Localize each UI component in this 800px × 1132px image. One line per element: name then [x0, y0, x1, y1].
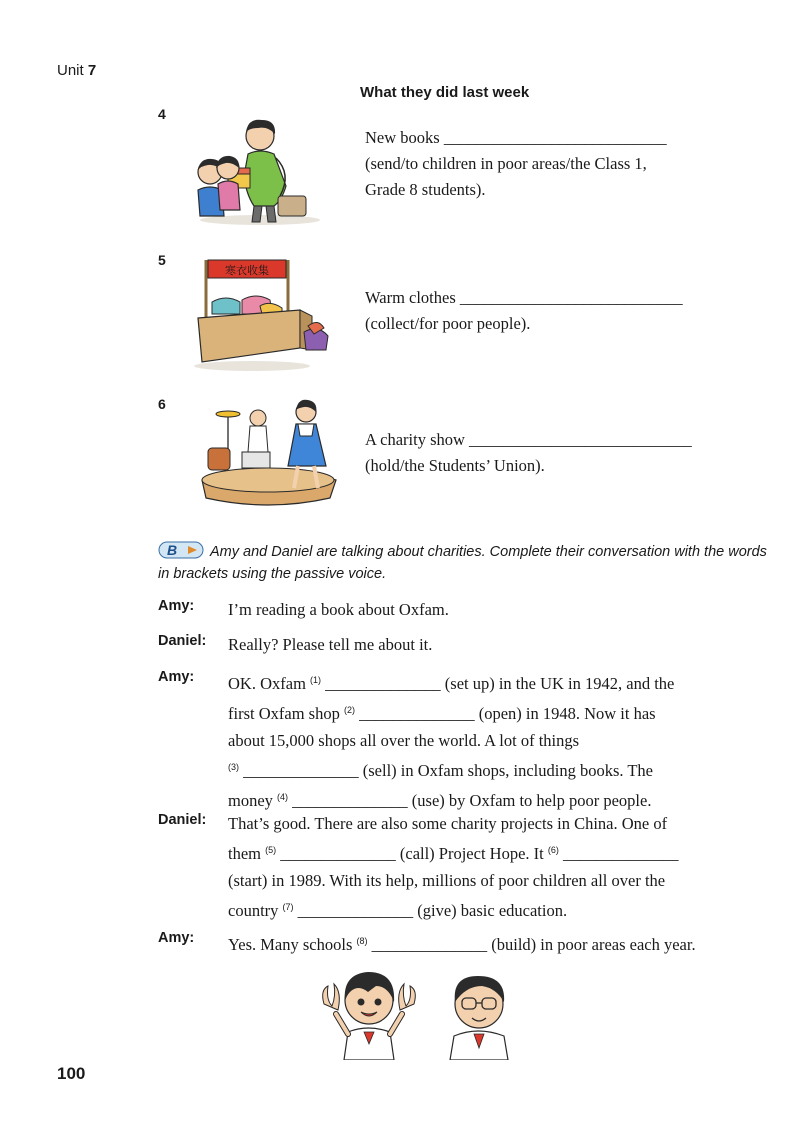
- unit-label: Unit: [57, 62, 84, 79]
- blank-number: (6): [547, 845, 559, 855]
- page-number: 100: [57, 1064, 86, 1083]
- amy-and-daniel-illustration: [318, 962, 528, 1060]
- item-4-line: Grade 8 students).: [365, 180, 486, 199]
- section-title: What they did last week: [360, 84, 530, 101]
- speaker-label: Daniel:: [158, 633, 207, 649]
- dialogue-line: them $^{(5)}$ ______________ (call) Project Hope. It $^{(6)}$ ______________: [228, 844, 679, 863]
- speaker-label: Amy:: [158, 598, 195, 614]
- dialogue-lines: [228, 596, 768, 623]
- speaker-label: Amy:: [158, 669, 195, 685]
- dialogue-line: $^{(3)}$ ______________ (sell) in Oxfam shops, including books. The: [228, 761, 653, 780]
- part-b-instruction: [158, 541, 768, 585]
- dialogue-line: (start) in 1989. With its help, millions of poor children all over the: [228, 871, 666, 890]
- speaker-label: Daniel:: [158, 812, 207, 828]
- speaker-label: Amy:: [158, 930, 195, 946]
- item-6-line: (hold/the Students’ Union).: [365, 456, 545, 475]
- dialogue-line: country $^{(7)}$ ______________ (give) basic education.: [228, 901, 568, 920]
- item-6-line: A charity show ___________________________: [365, 430, 692, 449]
- item-number-5: 5: [158, 252, 166, 268]
- part-b-badge-icon: [158, 541, 204, 559]
- dialogue-lines: [228, 631, 768, 658]
- unit-header: [57, 62, 96, 79]
- dialogue-line: money $^{(4)}$ ______________ (use) by Oxfam to help poor people.: [228, 791, 652, 810]
- dialogue-line: Really? Please tell me about it.: [228, 635, 433, 654]
- dialogue-lines: [228, 810, 768, 924]
- item-number-6: 6: [158, 396, 166, 412]
- charity-show-stage-illustration: [198, 396, 340, 508]
- item-5-text: [365, 285, 765, 337]
- item-4-line: (send/to children in poor areas/the Class 1,: [365, 154, 647, 173]
- item-number-4: 4: [158, 106, 166, 122]
- dialogue-line: about 15,000 shops all over the world. A lot of things: [228, 731, 580, 750]
- blank-number: (2): [343, 705, 355, 715]
- part-b-instruction-text: Amy and Daniel are talking about charities. Complete their conversation with the words in brackets using the passive voice.: [158, 544, 767, 582]
- blank-number: (1): [310, 675, 322, 685]
- boy-giving-books-illustration: [190, 114, 330, 226]
- dialogue-line: first Oxfam shop $^{(2)}$ ______________ (open) in 1948. Now it has: [228, 704, 656, 723]
- item-6-text: [365, 427, 765, 479]
- item-5-line: Warm clothes ___________________________: [365, 288, 683, 307]
- blank-number: (3): [228, 762, 239, 772]
- stall-banner-text: 寒衣收集: [225, 264, 269, 277]
- blank-number: (5): [265, 845, 277, 855]
- item-4-line: New books ___________________________: [365, 128, 667, 147]
- unit-number: 7: [87, 62, 97, 79]
- blank-number: (8): [356, 936, 368, 946]
- dialogue-line: I’m reading a book about Oxfam.: [228, 600, 449, 619]
- dialogue-line: That’s good. There are also some charity projects in China. One of: [228, 814, 668, 833]
- part-b-badge-label: B: [166, 542, 178, 558]
- dialogue-line: OK. Oxfam $^{(1)}$ ______________ (set up) in the UK in 1942, and the: [228, 674, 675, 693]
- blank-number: (7): [282, 902, 294, 912]
- dialogue-line: Yes. Many schools $^{(8)}$ ______________ (build) in poor areas each year.: [228, 935, 696, 954]
- dialogue-lines: [228, 928, 768, 958]
- blank-number: (4): [277, 792, 289, 802]
- dialogue-lines: [228, 667, 768, 814]
- item-4-text: [365, 125, 765, 203]
- clothes-collection-stall-illustration: [192, 252, 332, 372]
- item-5-line: (collect/for poor people).: [365, 314, 531, 333]
